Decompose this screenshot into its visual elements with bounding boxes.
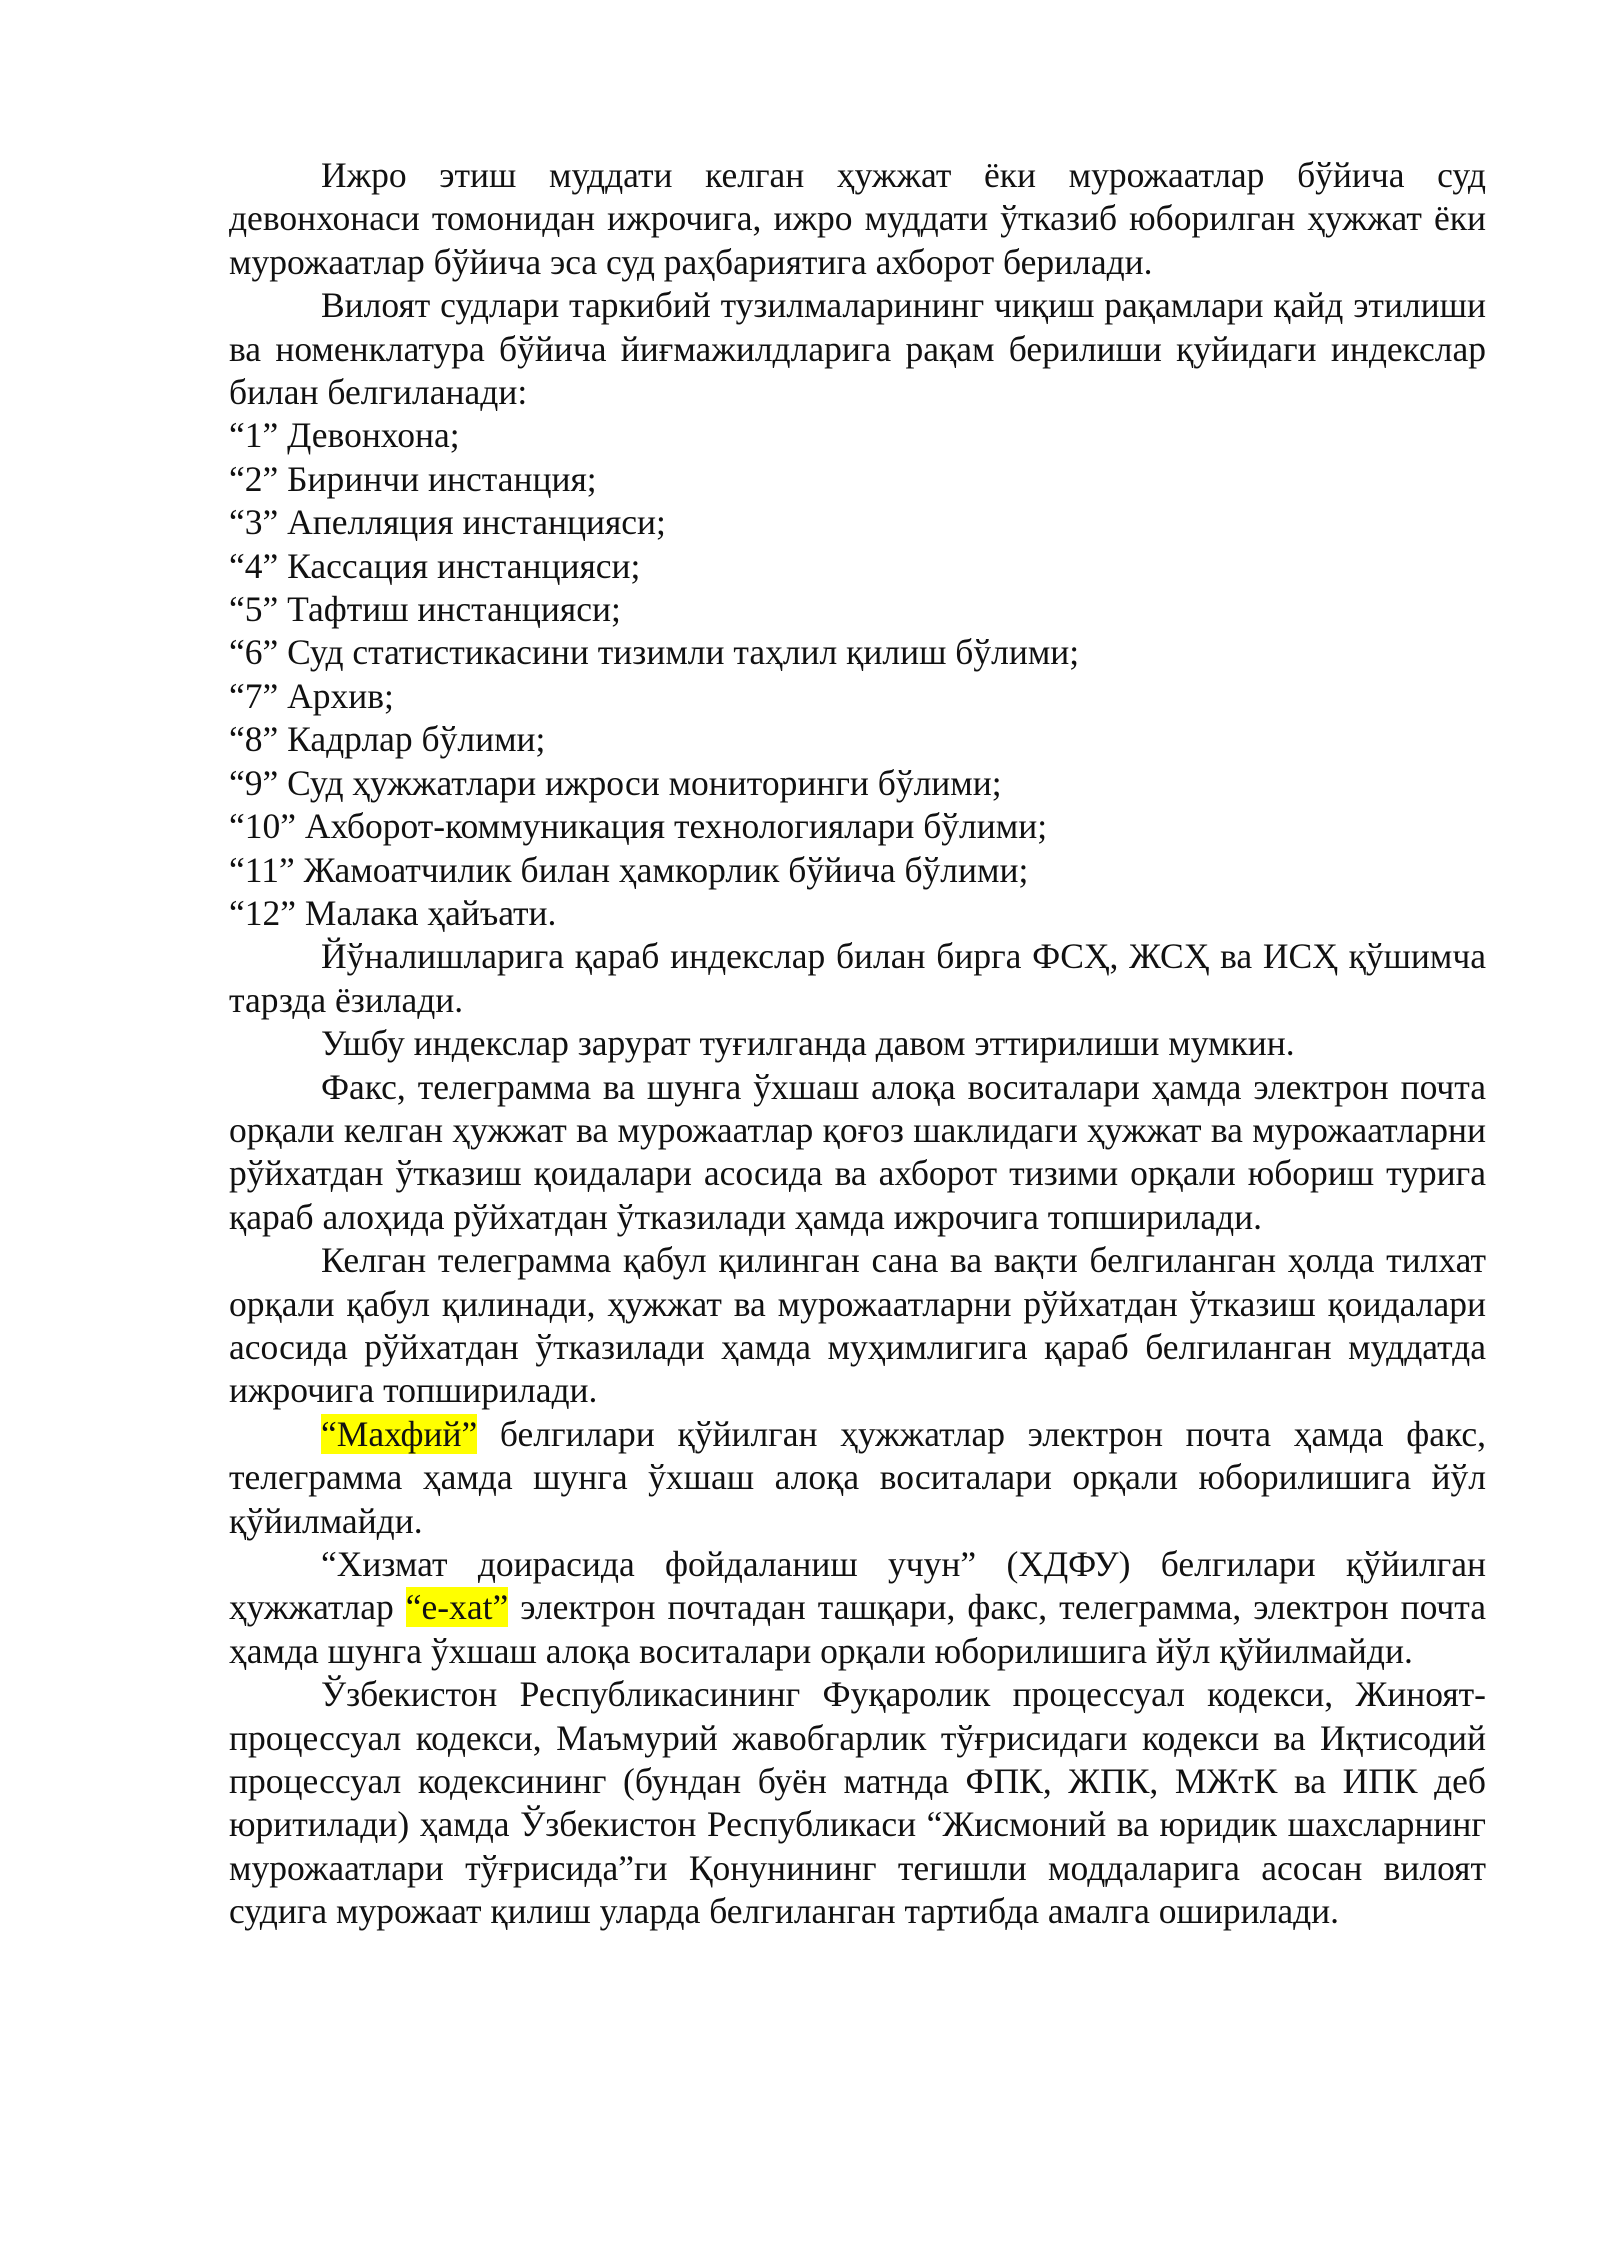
list-item: “8” Кадрлар бўлими; [229,719,546,760]
paragraph-legal-basis: Ўзбекистон Республикасининг Фуқаролик процессуал кодекси, Жиноят-процессуал кодекси, Маъмурий жавобгарлик тўғрисидаги кодекси ва Иқтисодий процессуал кодексининг (бундан буён матнда ФПК, ЖПК, МЖтК ва ИПК деб юритилади) ҳамда Ўзбекистон Республикаси “Жисмоний ва юридик шахсларнинг мурожаатлари тўғрисида”ги Қонунининг тегишли моддаларига асосан вилоят судига мурожаат қилиш уларда белгиланган тартибда амалга оширилади. [229,1674,1486,1932]
list-item: “7” Архив; [229,675,394,716]
list-item: “3” Апелляция инстанцияси; [229,502,666,543]
paragraph-official-use [229,1543,1486,1673]
paragraph-execution-deadline: Ижро этиш муддати келган ҳужжат ёки мурожаатлар бўйича суд девонхонаси томонидан ижрочига, ижро муддати ўтказиб юборилган ҳужжат ёки мурожаатлар бўйича эса суд раҳбариятига ахборот берилади. [229,155,1486,282]
list-item: “4” Кассация инстанцияси; [229,545,641,586]
paragraph-text: “Хизмат доирасида фойдаланиш учун” (ХДФУ) белгилари қўйилган ҳужжатлар [229,1544,1486,1628]
paragraph-index-extension: Ушбу индекслар зарурат туғилганда давом эттирилиши мумкин. [321,1023,1295,1064]
list-item: “12” Малака ҳайъати. [229,892,557,933]
list-item: “10” Ахборот-коммуникация технологиялари бўлими; [229,806,1048,847]
paragraph-text: белгилари қўйилган ҳужжатлар электрон почта ҳамда факс, телеграмма ҳамда шунга ўхшаш алоқа воситалари орқали юборилишига йўл қўйилмайди. [229,1413,1486,1541]
paragraph-telegram: Келган телеграмма қабул қилинган сана ва вақти белгиланган ҳолда тилхат орқали қабул қилинади, ҳужжат ва мурожаатларни рўйхатдан ўтказиш қоидалари асосида рўйхатдан ўтказилади ҳамда муҳимлигига қараб белгиланган муддатда ижрочига топширилади. [229,1240,1486,1411]
list-item: “9” Суд ҳужжатлари ижроси мониторинги бўлими; [229,762,1002,803]
paragraph-fax-email: Факс, телеграмма ва шунга ўхшаш алоқа воситалари ҳамда электрон почта орқали келган ҳужжат ва мурожаатлар қоғоз шаклидаги ҳужжат ва мурожаатларни рўйхатдан ўтказиш қоидалари асосида ва ахборот тизими орқали юбориш турига қараб алоҳида рўйхатдан ўтказилади ҳамда ижрочига топширилади. [229,1066,1486,1237]
list-item: “2” Биринчи инстанция; [229,458,597,499]
paragraph-secret-marking [229,1413,1486,1543]
paragraph-direction-suffixes: Йўналишларига қараб индекслар билан бирга ФСҲ, ЖСҲ ва ИСҲ қўшимча тарзда ёзилади. [229,936,1486,1020]
highlighted-term: “Махфий” [321,1413,478,1454]
index-list [229,414,1486,935]
paragraph-text: электрон почтадан ташқари, факс, телеграмма, электрон почта ҳамда шунга ўхшаш алоқа воситалари орқали юборилишига йўл қўйилмайди. [229,1587,1486,1671]
document-page [229,154,1486,1934]
list-item: “5” Тафтиш инстанцияси; [229,589,621,630]
paragraph-index-intro: Вилоят судлари таркибий тузилмаларининг чиқиш рақамлари қайд этилиши ва номенклатура бўйича йиғмажилдларига рақам берилиши қуйидаги индекслар билан белгиланади: [229,285,1486,413]
list-item: “1” Девонхона; [229,415,460,456]
list-item: “6” Суд статистикасини тизимли таҳлил қилиш бўлими; [229,632,1080,673]
list-item: “11” Жамоатчилик билан ҳамкорлик бўйича бўлими; [229,849,1029,890]
highlighted-term: “e-xat” [405,1587,509,1628]
